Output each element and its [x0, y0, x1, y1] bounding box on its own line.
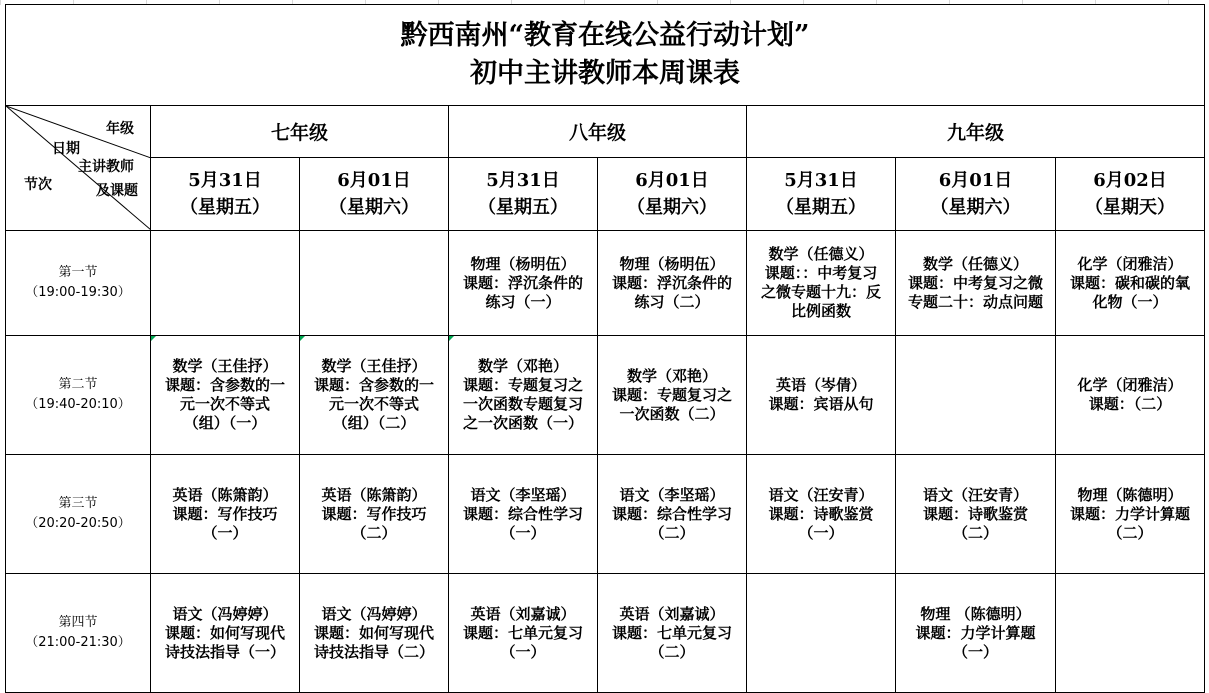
lesson-line: （组）（二）: [332, 414, 416, 432]
lesson-line: 课题：力学计算题: [1069, 504, 1190, 523]
period-name: 第二节: [58, 377, 98, 392]
lesson-line: 语文（汪安青）: [922, 485, 1028, 504]
lesson-line: 英语（刘嘉诚）: [619, 604, 725, 623]
lesson-line: 专题二十：动点问题: [907, 292, 1043, 311]
lesson-line: 之一次函数（一）: [462, 414, 583, 432]
date-text: 6月01日: [938, 170, 1013, 191]
lesson-line: 元一次不等式: [328, 395, 419, 413]
lesson-line: 英语（刘嘉诚）: [470, 604, 576, 623]
lesson-line: （组）（一）: [183, 414, 267, 432]
corner-period-label: 节次: [24, 177, 52, 193]
lesson-line: 物理（陈德明）: [1077, 485, 1183, 504]
lesson-line: 课题：写作技巧: [172, 504, 278, 523]
lesson-line: 课题：专题复习之: [611, 385, 732, 404]
lesson-line: 课题：浮沉条件的: [611, 273, 732, 292]
lesson-cell[interactable]: [449, 336, 598, 455]
lesson-cell[interactable]: [747, 455, 896, 574]
lesson-line: 课题：专题复习之: [462, 376, 583, 394]
lesson-cell[interactable]: [896, 231, 1056, 336]
comment-marker-icon: [449, 336, 454, 341]
period-label-cell[interactable]: [6, 455, 151, 574]
lesson-line: （一）: [952, 642, 998, 661]
lesson-line: 一次函数（二）: [619, 404, 725, 423]
lesson-cell[interactable]: [1056, 336, 1205, 455]
period-label-cell[interactable]: [6, 336, 151, 455]
date-header[interactable]: [300, 158, 449, 231]
period-name: 第三节: [58, 496, 98, 511]
lesson-line: 课题：综合性学习: [462, 504, 583, 523]
lesson-cell[interactable]: [598, 574, 747, 693]
date-header[interactable]: [1056, 158, 1205, 231]
lesson-line: 课题：如何写现代: [164, 623, 285, 642]
weekday-text: （星期五）: [478, 197, 568, 218]
lesson-line: 语文（李坚瑶）: [470, 485, 576, 504]
lesson-line: 课题：（二）: [1088, 395, 1172, 413]
date-text: 5月31日: [784, 170, 858, 191]
date-text: 6月01日: [337, 170, 411, 191]
period-label-cell[interactable]: [6, 574, 151, 693]
date-header[interactable]: [449, 158, 598, 231]
period-time: （20:20-20:50）: [25, 516, 131, 531]
lesson-line: 课题：写作技巧: [321, 504, 427, 523]
weekday-text: （星期六）: [627, 197, 717, 218]
lesson-line: （一）: [202, 523, 248, 542]
period-row: [6, 455, 1205, 574]
lesson-line: 化学（闭雅洁）: [1077, 254, 1183, 273]
lesson-line: 课题：含参数的一: [313, 376, 434, 394]
lesson-line: 课题：七单元复习: [462, 623, 583, 642]
lesson-line: 课题：碳和碳的氧: [1069, 273, 1190, 292]
lesson-line: 比例函数: [790, 302, 851, 320]
lesson-line: 一次函数专题复习: [462, 395, 583, 413]
lesson-line: 数学（任德义）: [768, 245, 874, 263]
lesson-line: 诗技法指导（一）: [164, 642, 285, 661]
corner-teacher-label: 主讲教师: [78, 159, 134, 175]
lesson-cell[interactable]: [1056, 574, 1205, 693]
lesson-line: （二）: [351, 523, 397, 542]
lesson-line: 数学（王佳抒）: [321, 357, 427, 375]
lesson-line: 课题：综合性学习: [611, 504, 732, 523]
lesson-cell[interactable]: [747, 574, 896, 693]
grade-header-8[interactable]: 八年级: [449, 106, 747, 158]
corner-date-label: 日期: [52, 141, 80, 157]
lesson-line: 化学（闭雅洁）: [1077, 376, 1183, 394]
lesson-line: 课题：浮沉条件的: [462, 273, 583, 292]
lesson-line: 课题：宾语从句: [768, 395, 874, 413]
lesson-cell[interactable]: [151, 336, 300, 455]
lesson-cell[interactable]: [896, 574, 1056, 693]
lesson-cell[interactable]: [747, 231, 896, 336]
period-row: [6, 574, 1205, 693]
lesson-line: 课题：力学计算题: [915, 623, 1036, 642]
period-name: 第四节: [58, 615, 98, 630]
lesson-cell[interactable]: [449, 574, 598, 693]
title-cell[interactable]: [6, 5, 1205, 106]
weekday-text: （星期天）: [1085, 197, 1175, 218]
lesson-cell[interactable]: [896, 336, 1056, 455]
date-header[interactable]: [747, 158, 896, 231]
period-label-cell[interactable]: [6, 231, 151, 336]
lesson-cell[interactable]: [1056, 231, 1205, 336]
lesson-line: 课题：如何写现代: [313, 623, 434, 642]
period-row: [6, 336, 1205, 455]
lesson-cell[interactable]: [449, 231, 598, 336]
lesson-line: 英语（陈箫韵）: [321, 485, 427, 504]
lesson-line: 化物（一）: [1092, 292, 1168, 311]
lesson-line: 语文（冯婷婷）: [172, 604, 278, 623]
date-text: 6月01日: [635, 170, 709, 191]
weekday-text: （星期六）: [930, 197, 1021, 218]
corner-grade-label: 年级: [106, 121, 134, 137]
lesson-cell[interactable]: [300, 231, 449, 336]
lesson-line: 英语（陈箫韵）: [172, 485, 278, 504]
comment-marker-icon: [300, 336, 305, 341]
grade-header-9[interactable]: 九年级: [747, 106, 1205, 158]
lesson-line: 练习（一）: [485, 292, 561, 311]
lesson-line: 数学（邓艳）: [477, 357, 568, 375]
date-header[interactable]: [896, 158, 1056, 231]
corner-header-cell[interactable]: [6, 106, 151, 231]
lesson-line: 语文（李坚瑶）: [619, 485, 725, 504]
title-line-2: 初中主讲教师本周课表: [470, 58, 740, 89]
lesson-line: 课题：七单元复习: [611, 623, 732, 642]
lesson-line: 元一次不等式: [179, 395, 270, 413]
lesson-line: 物理 （陈德明）: [920, 604, 1031, 623]
period-time: （21:00-21:30）: [25, 635, 131, 650]
lesson-line: 课题：含参数的一: [164, 376, 285, 394]
lesson-line: 课题：诗歌鉴赏: [922, 504, 1028, 523]
date-text: 6月02日: [1093, 170, 1167, 191]
lesson-cell[interactable]: [896, 455, 1056, 574]
lesson-line: 语文（汪安青）: [768, 485, 874, 504]
lesson-line: 练习（二）: [634, 292, 710, 311]
lesson-line: （一）: [798, 523, 844, 542]
lesson-cell[interactable]: [449, 455, 598, 574]
lesson-line: （二）: [649, 642, 695, 661]
lesson-line: （一）: [500, 642, 546, 661]
lesson-line: 语文（冯婷婷）: [321, 604, 427, 623]
lesson-cell[interactable]: [747, 336, 896, 455]
date-text: 5月31日: [486, 170, 560, 191]
lesson-cell[interactable]: [151, 455, 300, 574]
period-rows: [6, 231, 1205, 693]
lesson-line: 课题：诗歌鉴赏: [768, 504, 874, 523]
lesson-cell[interactable]: [598, 336, 747, 455]
date-header[interactable]: [151, 158, 300, 231]
date-text: 5月31日: [188, 170, 262, 191]
lesson-line: 课题：：中考复习: [764, 264, 878, 282]
lesson-line: 数学（邓艳）: [626, 366, 717, 385]
lesson-cell[interactable]: [151, 574, 300, 693]
title-line-1: 黔西南州“教育在线公益行动计划”: [400, 20, 810, 51]
period-name: 第一节: [58, 265, 98, 280]
lesson-line: 物理（杨明伍）: [470, 254, 576, 273]
lesson-line: （二）: [1107, 523, 1153, 542]
weekday-text: （星期五）: [180, 197, 270, 218]
period-time: （19:40-20:10）: [25, 397, 131, 412]
lesson-line: （二）: [952, 523, 998, 542]
date-header[interactable]: [598, 158, 747, 231]
lesson-cell[interactable]: [1056, 455, 1205, 574]
lesson-line: 诗技法指导（二）: [313, 642, 434, 661]
lesson-line: 数学（任德义）: [922, 254, 1028, 273]
lesson-line: 课题：中考复习之微: [907, 273, 1043, 292]
weekday-text: （星期六）: [329, 197, 419, 218]
lesson-cell[interactable]: [598, 231, 747, 336]
lesson-line: 英语（岑倩）: [775, 376, 866, 394]
schedule-table: [5, 4, 1205, 693]
lesson-line: 之微专题十九：反: [760, 283, 881, 301]
lesson-line: （二）: [649, 523, 695, 542]
lesson-cell[interactable]: [300, 455, 449, 574]
lesson-cell[interactable]: [300, 336, 449, 455]
period-time: （19:00-19:30）: [25, 285, 131, 300]
lesson-cell[interactable]: [598, 455, 747, 574]
lesson-line: 数学（王佳抒）: [172, 357, 278, 375]
lesson-line: 物理（杨明伍）: [619, 254, 725, 273]
weekday-text: （星期五）: [776, 197, 866, 218]
grade-header-7[interactable]: 七年级: [151, 106, 449, 158]
comment-marker-icon: [151, 336, 156, 341]
lesson-cell[interactable]: [300, 574, 449, 693]
lesson-cell[interactable]: [151, 231, 300, 336]
lesson-line: （一）: [500, 523, 546, 542]
period-row: [6, 231, 1205, 336]
corner-topic-label: 及课题: [96, 183, 138, 199]
